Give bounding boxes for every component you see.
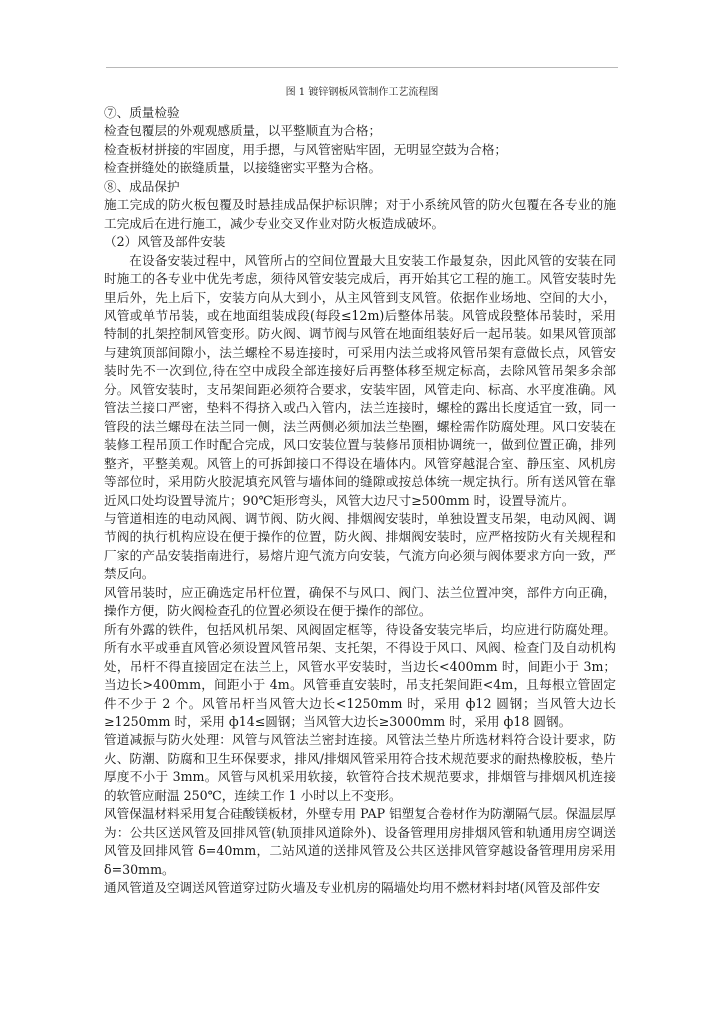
paragraph: 检查拼缝处的嵌缝质量，以接缝密实平整为合格。 [104, 160, 382, 176]
figure-caption: 图 1 镀锌钢板风管制作工艺流程图 [285, 87, 439, 98]
paragraph: 与管道相连的电动风阀、调节阀、防火阀、排烟阀安装时，单独设置支吊架，电动风阀、调节阀的执行机构应设在便于操作的位置，防火阀、排烟阀安装时，应严格按防火有关规程和厂家的产品安装指南进行，易熔片迎气流方向安装，气流方向必须与阀体要求方向一致，严禁反向。 [104, 510, 616, 582]
paragraph: 通风管道及空调送风管道穿过防火墙及专业机房的隔墙处均用不燃材料封堵(风管及部件安 [104, 880, 601, 896]
paragraph: 检查板材拼接的牢固度，用手摁，与风管密贴牢固，无明显空鼓为合格； [104, 141, 507, 157]
paragraph: 检查包覆层的外观观感质量，以平整顺直为合格； [104, 123, 382, 139]
paragraph: 管道减振与防火处理：风管与风管法兰密封连接。风管法兰垫片所选材料符合设计要求，防火、防潮、防腐和卫生环保要求，排风/排烟风管采用符合技术规范要求的耐热橡胶板，垫片厚度不小于 3mm。风管与风机采用软接，软管符合技术规范要求，排烟管与排烟风机连接的软管应耐温 250℃，连续工作 1 小时以上不变形。 [104, 732, 616, 803]
paragraph: 在设备安装过程中，风管所占的空间位置最大且安装工作最复杂，因此风管的安装在同时施工的各专业中优先考虑，须待风管安装完成后，再开始其它工程的施工。风管安装时先里后外，先上后下，安装方向从大到小，从主风管到支风管。依据作业场地、空间的大小，风管或单节吊装，或在地面组装成段(每段≤12m)后整体吊装。风管成段整体吊装时，采用特制的扎架控制风管变形。防火阀、调节阀与风管在地面组装好后一起吊装。如果风管顶部与建筑顶部间隙小，法兰螺栓不易连接时，可采用内法兰或将风管吊架有意做长点，风管安装时先不一次到位,待在空中成段全部连接好后再整体移至规定标高，去除风管吊架多余部分。风管安装时，支吊架间距必须符合要求，安装牢固，风管走向、标高、水平度准确。风管法兰接口严密，垫料不得挤入或凸入管内，法兰连接时，螺栓的露出长度适宜一致，同一管段的法兰螺母在法兰同一侧，法兰两侧必须加法兰垫圈，螺栓需作防腐处理。风口安装在装修工程吊顶工作时配合完成，风口安装位置与装修吊顶相协调统一，做到位置正确，排列整齐，平整美观。风管上的可拆卸接口不得设在墙体内。风管穿越混合室、静压室、风机房等部位时，采用防火胶泥填充风管与墙体间的缝隙或按总体统一规定执行。所有送风管在靠近风口处均设置导流片；90℃矩形弯头，风管大边尺寸≥500mm 时，设置导流片。 [104, 252, 616, 508]
paragraph: 施工完成的防火板包覆及时悬挂成品保护标识牌；对于小系统风管的防火包覆在各专业的施工完成后在进行施工，减少专业交叉作业对防火板造成破坏。 [104, 197, 616, 231]
paragraph: 风管保温材料采用复合硅酸镁板材，外壁专用 PAP 铝塑复合卷材作为防潮隔气层。保温层厚为：公共区送风管及回排风管(轨顶排风道除外)、设备管理用房排烟风管和轨通用房空调送风管及回排风管 δ=40mm，二站风道的送排风管及公共区送排风管穿越设备管理用房采用 δ=30mm。 [104, 806, 616, 877]
body-text [104, 104, 616, 897]
heading-product-protection: ⑧、成品保护 [104, 178, 180, 194]
paragraph: 所有外露的铁件，包括风机吊架、风阀固定框等，待设备安装完毕后，均应进行防腐处理。所有水平或垂直风管必须设置风管吊架、支托架，不得设于风口、风阀、检查门及自动机构处，吊杆不得直接固定在法兰上，风管水平安装时，当边长<400mm 时，间距小于 3m；当边长>400mm，间距小于 4m。风管垂直安装时，吊支托架间距<4m，且每根立管固定件不少于 2 个。风管吊杆当风管大边长<1250mm 时，采用 ф12 圆钢；当风管大边长≥1250mm 时，采用 ф14≤圆钢；当风管大边长≥3000mm 时，采用 ф18 圆钢。 [104, 621, 616, 729]
heading-quality-inspection: ⑦、质量检验 [104, 105, 180, 120]
heading-duct-installation: （2）风管及部件安装 [104, 234, 226, 250]
header-rule [106, 67, 618, 68]
paragraph: 风管吊装时，应正确选定吊杆位置，确保不与风口、阀门、法兰位置冲突，部件方向正确，操作方便，防火阀检查孔的位置必须设在便于操作的部位。 [104, 584, 616, 619]
